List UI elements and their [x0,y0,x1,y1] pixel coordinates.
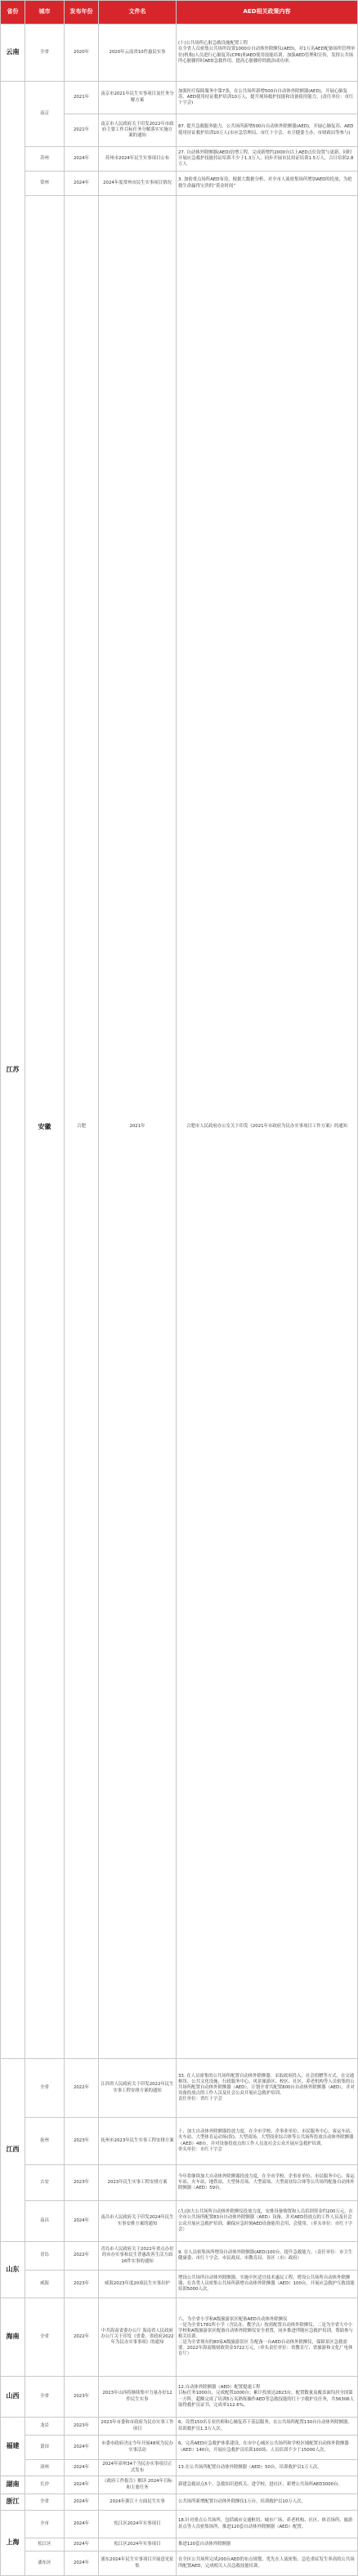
doc-cell: 抚州市2023年民生实事工程安排方案 [99,2118,177,2165]
policy-cell: 六、为全省小学和A级旅游景区配备AED自动体外除颤仪 一是为全省1781所小学（含民办、教学点）按需配置自动体外除颤仪，二是为全省大中小学校和A级旅游景区配备自动体外除颤仪安全重置，同步推进伴随应急救护培训，帮助参与相关培训。 二是为全省现有的80家A级旅游景区 告配备一台AED自动体外除颤仪，保障景区急救需要。2022年海南级财政资金3722万元。（牵头责任单位：省教育厅、省旅游和文化广电体育厅） [177,2298,358,2377]
year-cell: 2023年 [65,2377,99,2418]
policy-cell: 公共场所新增配置自动体外除颤仪1万台，培训救护员10万人次。 [177,2494,358,2511]
year-cell: 2024年 [65,2551,99,2576]
doc-cell: 青岛市人民政府关于2022年重点办好的市办实事和民生普惠改善生活方面16件实事的通知 [99,2242,177,2271]
policy-cell: 在全区公共场所完成200台AED的布点规划，优先在人流密集、急危重症发生率高的公共场所配置AED，完成相关人员急救技能培训。 [177,2551,358,2576]
doc-cell: 浦东2024年民生实事项目开展意见征集 [99,2551,177,2576]
city-cell: 松江区 [25,2538,65,2551]
province-cell: 福建 [1,2418,25,2476]
city-cell: 浦东区 [25,2551,65,2576]
table-row [1,2551,358,2576]
doc-cell: 威海2023年度20项民生实事出炉 [99,2271,177,2298]
year-cell: 2024年 [65,172,99,196]
city-cell: 全省 [25,2298,65,2377]
year-cell: 2022年 [65,2298,99,2377]
year-cell: 2023年 [65,2271,99,2298]
table-row [1,2271,358,2298]
policy-cell: 18.针对重点公共场所，包括城市交通枢纽、城市广场、养老机构、社区、体育场所、旅游景点等人员密集场所，推进120套自动体外除颤器（AED）配置。 [177,2511,358,2538]
year-cell: 2024年 [65,147,99,172]
table-row [1,172,358,196]
city-cell: 南昌 [25,2201,65,2242]
table-row [1,2165,358,2201]
header-policy: AED相关政策内容 [177,1,358,25]
year-cell: 2020年 [65,25,99,82]
policy-cell: 增设公共场所自动体外除颤器，实施中医适宜技术惠民工程，增设公共场所自动体外除颤器，在各类人员密集公共场所新增自动体外除颤器（AED）100台，开展应急救护互救技能培训5000人次。 [177,2271,358,2298]
year-cell: 2023年 [65,2165,99,2201]
table-row [1,2476,358,2494]
city-cell: 吉安 [25,2165,65,2201]
city-cell: 青岛 [25,2242,65,2271]
policy-cell: 6、完善AED应急救护体系建设。在市中心城区公共场所和学校区域配置自动体外除颤器（AED）140台，开展应急救护员培训100场、人员培训不少于15000人次。 [177,2436,358,2460]
doc-cell: 松江区2024年实事项目 [99,2538,177,2551]
province-cell: 湖南 [1,2476,25,2494]
table-row [1,2377,358,2418]
year-cell: 2021年 [99,196,177,2059]
doc-cell: 2024年度常州市民生实事项目情况 [99,172,177,196]
doc-cell: 2024年漳州34个为民办实事项目正式发布 [99,2460,177,2476]
doc-cell: 2023年山西将继续集中力量办好12件民生实事 [99,2377,177,2418]
province-cell: 山东 [1,2242,25,2298]
table-row [1,2511,358,2538]
province-cell: 上海 [1,2511,25,2576]
city-cell: 抚州 [25,2118,65,2165]
city-cell: 苏州 [25,147,65,172]
table-row [1,2242,358,2271]
city-cell: 全省 [25,2494,65,2511]
policy-cell: 今年将继续加大自动体外除颤器投放力度，在全市学校、企事业单位、市民服务中心、客运车站、火车站、地铁站、大型体育场、大型商场、大型商业综合体等公共场所配备自动体外除颤器（AED）59台。 [177,2165,358,2201]
doc-cell: 南昌市人民政府关于印发2024年民生实事安排方案的通知 [99,2201,177,2242]
header-city: 城市 [25,1,65,25]
table-row [1,2059,358,2118]
city-cell: 全省 [25,25,65,82]
city-cell: 全省 [25,2059,65,2118]
table-row [1,2418,358,2436]
province-cell: 云南 [1,25,25,82]
province-cell: 海南 [1,2298,25,2377]
table-header-row [1,1,358,25]
doc-cell: 松江区2024年实事项目 [99,2511,177,2538]
doc-cell: 2023年市委和市政府为民办实事工作项目 [99,2418,177,2436]
city-cell: 合肥 [65,196,99,2059]
year-cell: 2024年 [65,2538,99,2551]
city-cell: 南京 [25,82,65,147]
policy-cell: 6、设置150名专业医师和心肺复苏下基层服务，在公共场所配置130台自动体外除颤器，培训救护员1.3万人次。 [177,2418,358,2436]
table-row [1,196,358,2059]
province-cell: 浙江 [1,2494,25,2511]
header-province: 省份 [1,1,25,25]
table-row [1,2460,358,2476]
header-year: 发布年份 [65,1,99,25]
province-cell: 江西 [1,2059,25,2242]
policy-cell: 加强医疗保障服务中第7条，在公共场所新增500台自动体外除颤器(AED)，开展心肺复苏、AED使用持证救护培训10万人，提升现场救护技能和设备使用能力。(责任单位：市红十字会) [177,82,358,114]
policy-cell: 9. 在人员密集场所增设自动体外除颤器(AED)100台，提升急救能力。（责任单位：市卫生健康委、市红十字会、市民政局、市教育局、各区（市）政府） [177,2242,358,2271]
policy-cell: (十)公共场所心脏急救设施配置工程 在全省人员密集公共场所设置1000台自动体外除颤仪(AED)，对1万名AED配备场所管理单位(机构)人员进行心肺复苏(CPR)和AED使用技能培训，加强AED管理和宣传，发挥公共场所心脏骤停时AED急救作用，提高心脏骤停的救治成功率。 [177,25,358,82]
doc-cell: 江西省人民政府关于印发2022年民生实事工程安排方案的通知 [99,2059,177,2118]
city-cell: 漳州 [25,2460,65,2476]
year-cell: 2024年 [65,2494,99,2511]
policy-cell: 27. 自动体外除颤器(AED)倍增工程，完成新增约2000台以上AED点位设置与更新，同时开展应急救护技能持证培训不少于1.3万人，同步开展市民持证培训1.5万人，合计培训2.8万人 [177,147,358,172]
year-cell: 2024年 [65,2511,99,2538]
table-row [1,82,358,114]
year-cell: 2021年 [65,82,99,114]
header-doc: 文件名 [99,1,177,25]
table-row [1,25,358,82]
city-cell: 全省 [25,2377,65,2418]
city-cell: 龙岩 [25,2418,65,2436]
table-row [1,147,358,172]
doc-cell: 南京市人民政府关于印发2022年市政府主要工作目标任务分解落实实施方案的通知 [99,114,177,147]
year-cell: 2022年 [65,2242,99,2271]
policy-cell: 13.在公共场所配置自动体外除颤器（AED）50台，培训救护员1万人次。 [177,2460,358,2476]
policy-cell: 33. 在人员密集的公共场所配置自动体外除颤器。采取政府投入、社会捐赠等方式，在交通枢纽、公共文化设施、行政服务中心、风景旅游区、校区、社区、养老机构等人员密集的公共场所配置自动体外除颤器（AED），计划全省共配置800台自动体外除颤器（AED），并对设备投放点的工作人员及社会公众开展应急救护培训。 责任单位：省红十字会 [177,2059,358,2118]
doc-cell: 南京市2021年民生实事项目及任务分解方案 [99,82,177,114]
city-cell: 长沙 [25,2476,65,2494]
year-cell: 2024年 [65,2436,99,2460]
doc-cell: 2024年浙江十方面民生实事 [99,2494,177,2511]
year-cell: 2024年 [65,2460,99,2476]
doc-cell: 2023年民生实事工程安排方案 [99,2165,177,2201]
table-row [1,2494,358,2511]
doc-cell: 《政府工作报告》解读 2024年目标和主要任务 [99,2476,177,2494]
year-cell: 2022年 [65,2059,99,2118]
table-row [1,2298,358,2377]
city-cell: 全市 [25,2511,65,2538]
year-cell: 2023年 [65,2418,99,2436]
doc-cell: 苏州市2024年民生实事项目公布 [99,147,177,172]
city-cell: 威海 [25,2271,65,2298]
city-cell: 常州 [25,172,65,196]
year-cell: 2021年 [65,114,99,147]
table-row [1,2201,358,2242]
doc-cell: 2020年云南省10件惠民实事 [99,25,177,82]
table-row [1,2538,358,2551]
doc-cell: 中共海南省委办公厅 海南省人民政府办公厅关于印发《省委、省政府2022年为民办实事事项》的通知 [99,2298,177,2377]
table-row [1,2118,358,2165]
year-cell: 2024年 [65,2201,99,2242]
doc-cell: 合肥市人民政府办公室关于印发《2021年市政府为民办实事项目工作方案》的通知 [177,196,358,2059]
doc-cell: 市委市政府决定今年开展48项为民办实事活动 [99,2436,177,2460]
province-cell: 安徽 [25,196,65,2059]
city-cell: 莆田 [25,2436,65,2460]
policy-cell: 87. 提升急救服务能力。公共场所新增500台自动体外除颤器(AED)，开展心肺复苏、AED使用持证救护培训10万人(市应急管理局、市红十字会、市卫健委主办，市财政局等参与) [177,114,358,147]
policy-cell: 十、加大自动体外除颤器投放力度。在全市学校、企事业单位、市民服务中心、客运车站、火车站、大型体育运动场(馆)、大型商场、大型商业综合体等公共场所投放自动体外除颤器（AED）48台，并对设备投放点的工作人员及社会公众开展应急救护培训。 牵头单位：市红十字会 [177,2118,358,2165]
year-cell: 2023年 [65,2118,99,2165]
table-row [1,2436,358,2460]
policy-cell: 新建急救站点5个，急救知识进机关、进学校、进社区，新增公共场所AED3000台。 [177,2476,358,2494]
policy-cell: (九)加大公共场所自动体外除颤仪投放力度。安排设备购置和人员培训资金约200万元，在全市公共场所配置83台自动体外除颤器（AED）设备，并对AED投放点的工作人员及社会公众开展应急救护培训，确保应急时刻AED设备能用会用、会使用。（牵头单位：市红十字会） [177,2201,358,2242]
policy-cell: 12.自动体外除颤器（AED）配置提速工程 目标任务1000台，完成配置1000台；累计投放达2823台，配置数量及覆盖面均居全国第一方阵，超额完成了培训5万名熟练操作AED等急救技能的红十字救护员任务，共56306人取得救护员证书，完成率112.6%。 [177,2377,358,2418]
province-cell: 江苏 [1,82,25,2059]
year-cell: 2024年 [65,2476,99,2494]
province-cell: 山西 [1,2377,25,2418]
policy-cell: 3. 加密重点场所AED布设，根据大数据分析，对全市人流密集场所增加AED的投放，为抢救生命赢得宝贵的“黄金时间” [177,172,358,196]
policy-cell: 推进120套自动体外除颤器 [177,2538,358,2551]
